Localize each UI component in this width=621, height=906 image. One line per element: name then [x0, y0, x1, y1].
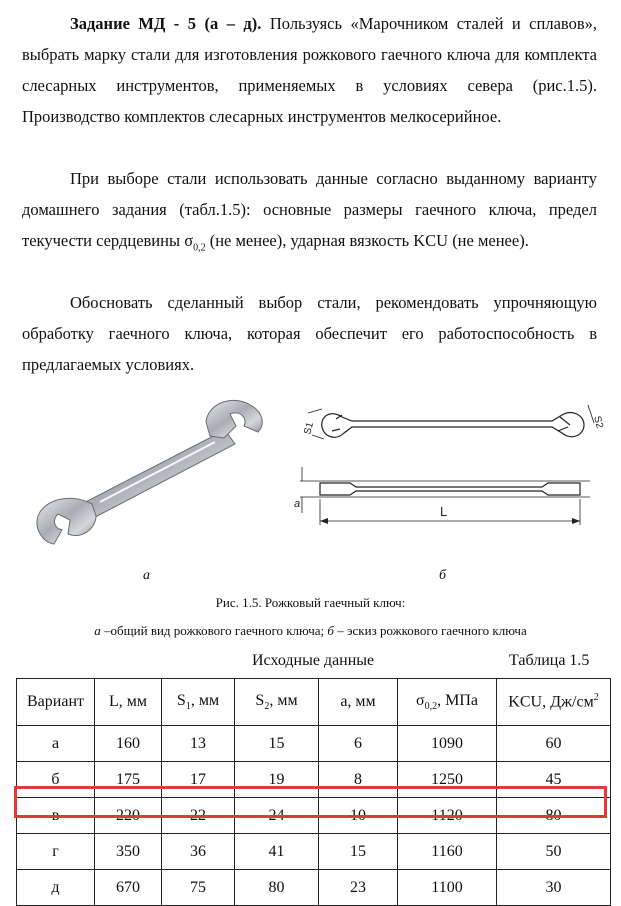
task-paragraph-3: [22, 287, 597, 380]
sigma-symbol: σ: [184, 231, 194, 250]
task-text-3: Обосновать сделанный выбор стали, рекомендовать упрочняющую обработку гаечного ключа, которая обеспечит его работоспособность в предлагаемых условиях.: [22, 293, 597, 374]
task-text-1: Пользуясь «Марочником сталей и сплавов», выбрать марку стали для изготовления рожкового гаечного ключа для комплекта слесарных инструментов, применяемых в условиях севера (рис.1.5). Производство комплектов слесарных инструментов мелкосерийное.: [22, 14, 597, 126]
table-cell: 350: [95, 834, 162, 870]
table-cell: 22: [162, 798, 235, 834]
table-cell: 36: [162, 834, 235, 870]
table-cell: 30: [497, 870, 611, 906]
subcaption-b-letter: б: [327, 623, 334, 638]
col-header-sigma: $\sigma_{0,2}$, МПа: [398, 679, 497, 726]
table-cell: 1100: [398, 870, 497, 906]
table-cell: 41: [235, 834, 319, 870]
task-paragraph-2: [22, 163, 597, 263]
figure-caption: Рис. 1.5. Рожковый гаечный ключ:: [215, 595, 406, 610]
table-cell: 1160: [398, 834, 497, 870]
col-header-a: a, мм: [319, 679, 398, 726]
figure-letter-a: а: [143, 568, 150, 583]
figure-letter-b: б: [439, 568, 447, 583]
table-caption: Исходные данные: [252, 652, 375, 669]
subcaption-a-text: –общий вид рожкового гаечного ключа;: [100, 623, 328, 638]
table-cell: 1250: [398, 762, 497, 798]
table-row: [17, 870, 611, 906]
table-cell: г: [17, 834, 95, 870]
sigma-subscript: 0,2: [193, 242, 206, 254]
table-cell: 80: [235, 870, 319, 906]
table-cell: 15: [235, 726, 319, 762]
table-cell: д: [17, 870, 95, 906]
col-header-S1: $S_1$, мм: [162, 679, 235, 726]
table-cell: 24: [235, 798, 319, 834]
table-cell: 8: [319, 762, 398, 798]
col-header-S2: $S_2$, мм: [235, 679, 319, 726]
subcaption-b-text: – эскиз рожкового гаечного ключа: [333, 623, 527, 638]
table-row: [17, 834, 611, 870]
wrench-sketch: [290, 395, 610, 535]
wrench-photo: [30, 392, 270, 552]
table-cell: б: [17, 762, 95, 798]
table-cell: 75: [162, 870, 235, 906]
table-row: [17, 726, 611, 762]
table-cell: 50: [497, 834, 611, 870]
table-cell: 10: [319, 798, 398, 834]
table-cell: 1120: [398, 798, 497, 834]
col-header-L: L, мм: [95, 679, 162, 726]
highlighted-row-frame: [14, 786, 607, 818]
table-cell: в: [17, 798, 95, 834]
dim-S1-label: S1: [302, 421, 317, 436]
dim-S2-label: S2: [591, 414, 605, 430]
task-text-2b: (не менее), ударная вязкость KCU (не менее).: [205, 231, 529, 250]
task-paragraph-1: [22, 8, 597, 132]
task-title: Задание МД - 5 (а – д).: [70, 14, 262, 33]
subcaption-a-letter: а: [94, 623, 101, 638]
dim-L-label: L: [440, 504, 448, 519]
table-cell: 15: [319, 834, 398, 870]
table-cell: 670: [95, 870, 162, 906]
table-cell: 6: [319, 726, 398, 762]
col-header-kcu: KCU, $Дж/см^2$: [497, 679, 611, 726]
table-cell: 19: [235, 762, 319, 798]
table-cell: а: [17, 726, 95, 762]
task-text-2a: При выборе стали использовать данные согласно выданному варианту домашнего задания (табл.1.5): основные размеры гаечного ключа, предел текучести сердцевины: [22, 169, 597, 250]
table-number: Таблица 1.5: [509, 652, 590, 669]
table-cell: 160: [95, 726, 162, 762]
table-cell: 175: [95, 762, 162, 798]
dim-a-label: a: [294, 498, 301, 510]
table-cell: 220: [95, 798, 162, 834]
table-cell: 45: [497, 762, 611, 798]
table-cell: 13: [162, 726, 235, 762]
table-cell: 1090: [398, 726, 497, 762]
table-cell: 60: [497, 726, 611, 762]
table-cell: 17: [162, 762, 235, 798]
table-cell: 80: [497, 798, 611, 834]
table-header-row: [17, 679, 611, 726]
figure-subcaption: [0, 623, 621, 639]
table-cell: 23: [319, 870, 398, 906]
col-header-variant: Вариант: [17, 679, 95, 726]
